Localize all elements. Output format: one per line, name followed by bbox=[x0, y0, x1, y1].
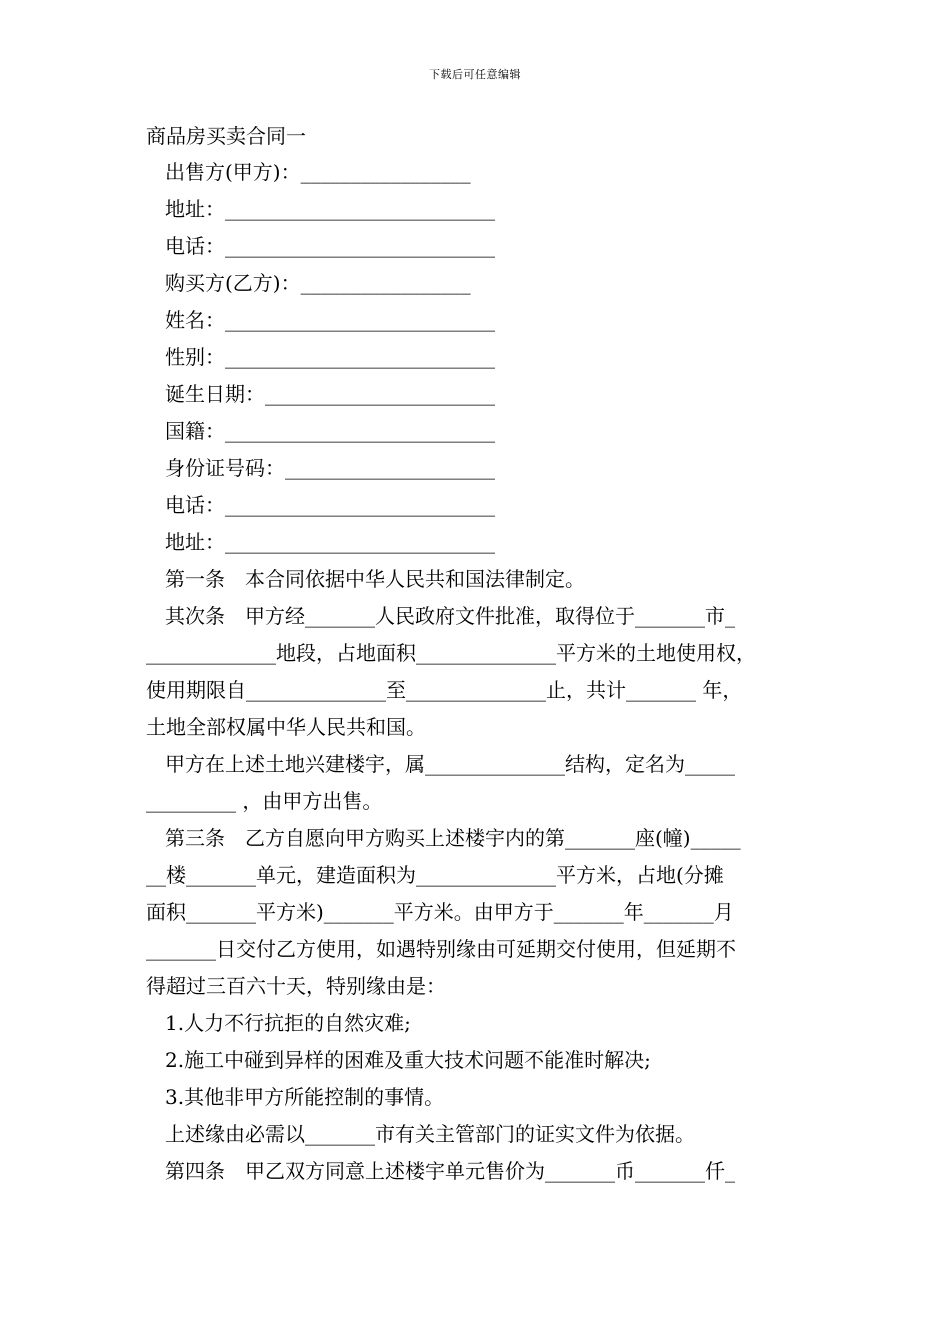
contract-line: 电话：___________________________ bbox=[165, 493, 495, 517]
contract-line: 得超过三百六十天，特别缘由是： bbox=[146, 974, 446, 998]
contract-line: 上述缘由必需以_______市有关主管部门的证实文件为依据。 bbox=[165, 1122, 695, 1146]
contract-line: 性别：___________________________ bbox=[165, 345, 495, 369]
contract-line: 甲方在上述土地兴建楼宇，属______________结构，定名为_____ bbox=[165, 752, 735, 776]
contract-line: __楼_______单元，建造面积为______________平方米，占地(分摊 bbox=[146, 863, 724, 887]
contract-lines bbox=[146, 154, 816, 1190]
contract-line: 第四条 甲乙双方同意上述楼宇单元售价为_______币_______仟_ bbox=[165, 1159, 735, 1183]
contract-line: 地址：___________________________ bbox=[165, 530, 495, 554]
contract-line: 地址：___________________________ bbox=[165, 197, 495, 221]
contract-line: 土地全部权属中华人民共和国。 bbox=[146, 715, 426, 739]
contract-line: 第三条 乙方自愿向甲方购买上述楼宇内的第_______座(幢)_____ bbox=[165, 826, 741, 850]
contract-line: 使用期限自______________至______________止，共计_______ 年， bbox=[146, 678, 743, 702]
contract-line: 国籍：___________________________ bbox=[165, 419, 495, 443]
contract-line: 电话：___________________________ bbox=[165, 234, 495, 258]
contract-line: 身份证号码：_____________________ bbox=[165, 456, 495, 480]
contract-line: 3.其他非甲方所能控制的事情。 bbox=[165, 1085, 445, 1109]
contract-body bbox=[146, 118, 816, 1190]
page-header: 下载后可任意编辑 bbox=[429, 68, 521, 81]
contract-line: 1.人力不行抗拒的自然灾难; bbox=[165, 1011, 411, 1035]
document-title: 商品房买卖合同一 bbox=[146, 124, 306, 148]
contract-line: 面积_______平方米)_______平方米。由甲方于_______年_______月 bbox=[146, 900, 734, 924]
contract-line: _____________地段，占地面积______________平方米的土地使用权， bbox=[146, 641, 756, 665]
contract-line: 出售方(甲方)：_________________ bbox=[165, 160, 471, 184]
contract-line: 其次条 甲方经_______人民政府文件批准，取得位于_______市_ bbox=[165, 604, 735, 628]
contract-line: 第一条 本合同依据中华人民共和国法律制定。 bbox=[165, 567, 585, 591]
contract-line: _______日交付乙方使用，如遇特别缘由可延期交付使用，但延期不 bbox=[146, 937, 736, 961]
contract-line: 2.施工中碰到异样的困难及重大技术问题不能准时解决; bbox=[165, 1048, 651, 1072]
contract-line: 购买方(乙方)：_________________ bbox=[165, 271, 471, 295]
contract-line: _________ ，由甲方出售。 bbox=[146, 789, 383, 813]
contract-line: 诞生日期：_______________________ bbox=[165, 382, 495, 406]
contract-line: 姓名：___________________________ bbox=[165, 308, 495, 332]
